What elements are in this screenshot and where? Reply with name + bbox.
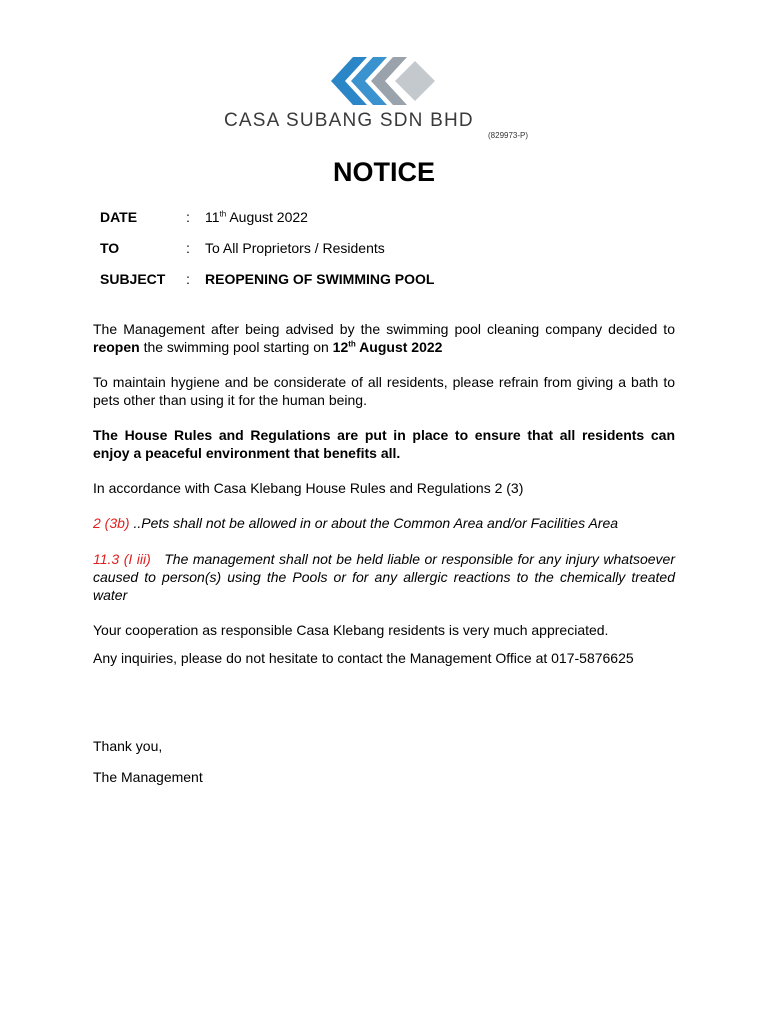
date-label: DATE [100, 209, 138, 225]
paragraph-contact: Any inquiries, please do not hesitate to contact the Management Office at 017-5876625 [93, 650, 634, 666]
rule-pets: 2 (3b) ..Pets shall not be allowed in or about the Common Area and/or Facilities Area [93, 515, 619, 531]
subject-value: REOPENING OF SWIMMING POOL [205, 271, 435, 287]
to-label: TO [100, 240, 120, 256]
paragraph-hygiene: To maintain hygiene and be considerate of all residents, please refrain from giving a bath to pets other than using it for the human being. [93, 374, 675, 408]
rule-liability: 11.3 (I iii) The management shall not be held liable or responsible for any injury whatsoever caused to person(s) using the Pools or for any allergic reactions to the chemically treated water [93, 551, 679, 603]
separator: : [186, 271, 190, 287]
signature: The Management [93, 769, 203, 785]
logo-diamond [395, 61, 435, 101]
separator: : [186, 240, 190, 256]
paragraph-cooperation: Your cooperation as responsible Casa Klebang residents is very much appreciated. [93, 622, 609, 638]
rule-pets-ref: 2 (3b) [93, 515, 130, 531]
company-logo [331, 55, 441, 107]
paragraph-reopen: The Management after being advised by the swimming pool cleaning company decided to reopen the swimming pool starting on 12th August 2022 [93, 321, 675, 355]
closing: Thank you, [93, 738, 163, 754]
paragraph-house-rules: The House Rules and Regulations are put in place to ensure that all residents can enjoy a peaceful environment that benefits all. [93, 427, 675, 461]
registration-number: (829973-P) [488, 131, 529, 140]
company-name: CASA SUBANG SDN BHD [224, 110, 474, 131]
rule-liability-ref: 11.3 (I iii) [93, 551, 151, 567]
to-value: To All Proprietors / Residents [205, 240, 385, 256]
separator: : [186, 209, 190, 225]
paragraph-accordance: In accordance with Casa Klebang House Rules and Regulations 2 (3) [93, 480, 524, 496]
notice-title: NOTICE [332, 157, 435, 187]
subject-label: SUBJECT [100, 271, 166, 287]
date-value: 11th August 2022 [205, 209, 308, 225]
